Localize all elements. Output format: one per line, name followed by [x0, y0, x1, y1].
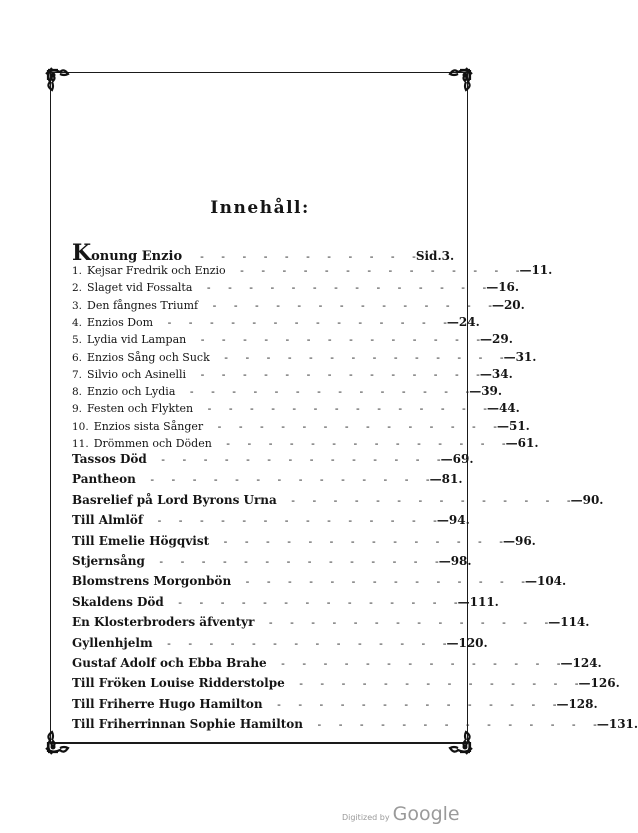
toc-entry[interactable]	[72, 615, 590, 632]
page-number: 96.	[514, 534, 536, 548]
entry-title: Kejsar Fredrik och Enzio	[87, 264, 226, 277]
digitized-watermark: Digitized by Google	[342, 803, 460, 825]
entry-title: Enzios Sång och Suck	[87, 351, 210, 364]
entry-title: Festen och Flykten	[87, 402, 194, 415]
toc-entry[interactable]	[72, 513, 470, 530]
entry-title: Till Fröken Louise Ridderstolpe	[72, 676, 285, 690]
dot-leader: - - - - - - - - - - - - - -	[270, 657, 561, 670]
sub-entry[interactable]	[72, 263, 553, 280]
entry-title: Tassos Död	[72, 452, 147, 466]
entry-title: Till Friherre Hugo Hamilton	[72, 697, 263, 711]
entry-number: 7.	[72, 369, 83, 381]
page-dash: —	[480, 332, 493, 346]
entry-number: 3.	[72, 300, 83, 312]
toc-entry[interactable]	[72, 534, 536, 551]
page-number: 128.	[568, 697, 598, 711]
page-number: 29.	[492, 332, 513, 346]
sub-entry[interactable]	[72, 436, 539, 453]
toc-entry[interactable]: Konung Enzio - - - - - - - - - - - Sid. 3.	[72, 240, 455, 266]
page-dash: —	[524, 574, 537, 588]
dot-leader: - - - - - - - - - - - - - -	[235, 575, 525, 588]
entry-title: Till Friherrinnan Sophie Hamilton	[72, 717, 304, 731]
page-number: 126.	[590, 676, 620, 690]
sub-entry[interactable]	[72, 298, 525, 315]
page-dash: —	[596, 717, 609, 731]
dot-leader: - - - - - - - - - - - - - -	[202, 299, 492, 312]
page-number: 98.	[450, 554, 472, 568]
dot-leader: - - - - - - - - - - - - - -	[190, 333, 481, 346]
page-dash: —	[440, 452, 453, 466]
page-dash: —	[570, 493, 583, 507]
dot-leader: - - - - - - - - - - - - - -	[207, 420, 497, 433]
page-dash: —	[496, 419, 509, 433]
entry-number: 8.	[72, 386, 83, 398]
entry-number: 9.	[72, 403, 83, 415]
sid-label: Sid.	[415, 249, 442, 263]
page-dash: —	[446, 636, 459, 650]
page-number: 90.	[582, 493, 604, 507]
toc-entry[interactable]	[72, 554, 472, 571]
page-dash: —	[479, 367, 492, 381]
sub-entry[interactable]	[72, 280, 520, 297]
sub-entry[interactable]	[72, 315, 480, 332]
toc-entry[interactable]	[72, 697, 598, 714]
toc-entry[interactable]	[72, 472, 463, 489]
page-number: 94.	[448, 513, 470, 527]
page-dash: —	[486, 401, 499, 415]
google-logo: Google	[392, 803, 460, 825]
sub-entry[interactable]	[72, 384, 503, 401]
entry-title: Basrelief på Lord Byrons Urna	[72, 493, 277, 507]
entry-number: 4.	[72, 317, 83, 329]
entry-title: Den fångnes Triumf	[87, 299, 199, 312]
dot-leader: - - - - - - - - - - - - - -	[213, 351, 504, 364]
page-dash: —	[429, 472, 442, 486]
toc-entry[interactable]	[72, 493, 604, 510]
page-number: 124.	[572, 656, 602, 670]
page-number: 31.	[515, 350, 537, 364]
entry-title: Enzios sista Sånger	[93, 420, 204, 433]
sub-entry[interactable]	[72, 419, 530, 436]
entry-title: Pantheon	[72, 472, 136, 486]
dot-leader: - - - - - - - - - - - - - -	[288, 677, 579, 690]
dot-leader: - - - - - - - - - - - - - -	[150, 453, 441, 466]
entry-title: Gustaf Adolf och Ebba Brahe	[72, 656, 267, 670]
dot-leader: - - - - - - - - - - - - - -	[215, 437, 506, 450]
dot-leader: - - - - - - - - - - - - - -	[266, 698, 557, 711]
page-number: 51.	[508, 419, 530, 433]
toc-entry[interactable]	[72, 676, 620, 693]
page-dash: —	[446, 315, 459, 329]
page-dash: —	[469, 384, 482, 398]
page-dash: —	[491, 298, 504, 312]
page-dash: —	[503, 350, 516, 364]
dot-leader: - - - - - - - - - - - - - -	[147, 514, 437, 527]
page-number: 20.	[503, 298, 525, 312]
dot-leader: - - - - - - - - - - - - - -	[148, 555, 439, 568]
toc-heading: Innehåll:	[210, 198, 310, 218]
page-dash: —	[502, 534, 515, 548]
sub-entry[interactable]	[72, 332, 513, 349]
page-number: 24.	[458, 315, 480, 329]
sub-entry[interactable]	[72, 367, 513, 384]
entry-number: 11.	[72, 438, 89, 450]
page-number: 131.	[608, 717, 638, 731]
page-dash: —	[457, 595, 470, 609]
dot-leader: - - - - - - - - - - - - - -	[213, 535, 503, 548]
page-number: 104.	[536, 574, 567, 588]
dot-leader: - - - - - - - - - - - - - -	[139, 473, 430, 486]
entry-title: Skaldens Död	[72, 595, 164, 609]
entry-title: En Klosterbroders äfventyr	[72, 615, 255, 629]
toc-entry[interactable]	[72, 636, 488, 653]
page-dash: —	[505, 436, 518, 450]
page-number: 34.	[491, 367, 513, 381]
toc-entry[interactable]	[72, 656, 602, 673]
page-number: 111.	[469, 595, 499, 609]
page-number: 44.	[498, 401, 520, 415]
page-dash: —	[556, 697, 569, 711]
dot-leader: - - - - - - - - - - - - - -	[197, 402, 487, 415]
entry-title: Slaget vid Fossalta	[87, 281, 193, 294]
toc-entry[interactable]	[72, 595, 499, 612]
page-dash: —	[519, 263, 532, 277]
dot-leader: - - - - - - - - - - - - - -	[307, 718, 597, 731]
page-dash: —	[560, 656, 573, 670]
page-number: 39.	[481, 384, 503, 398]
dot-leader: - - - - - - - - - - - - - -	[167, 596, 458, 609]
page-dash: —	[438, 554, 451, 568]
entry-title: Gyllenhjelm	[72, 636, 153, 650]
toc-entry[interactable]	[72, 452, 474, 469]
entry-title: Enzio och Lydia	[87, 385, 176, 398]
dot-leader: - - - - - - - - - - - - - -	[229, 264, 520, 277]
entry-number: 5.	[72, 334, 83, 346]
toc-entry[interactable]	[72, 574, 567, 591]
dot-leader: - - - - - - - - - - - - - -	[280, 494, 571, 507]
entry-title: Enzios Dom	[87, 316, 154, 329]
page-dash: —	[436, 513, 449, 527]
entry-title: Konung Enzio	[72, 240, 183, 266]
entry-number: 1.	[72, 265, 83, 277]
page-dash: —	[578, 676, 591, 690]
entry-title: Till Emelie Högqvist	[72, 534, 210, 548]
dot-leader: - - - - - - - - - - - - - -	[179, 385, 470, 398]
page-number: 61.	[517, 436, 539, 450]
sub-entry[interactable]	[72, 401, 520, 418]
entry-title: Till Almlöf	[72, 513, 144, 527]
dot-leader: - - - - - - - - - - - - - -	[196, 281, 487, 294]
page-number: 69.	[452, 452, 474, 466]
dot-leader: - - - - - - - - - - - - - -	[156, 637, 447, 650]
entry-title: Drömmen och Döden	[93, 437, 212, 450]
page-number: 114.	[560, 615, 590, 629]
entry-number: 10.	[72, 421, 89, 433]
entry-title: Blomstrens Morgonbön	[72, 574, 232, 588]
entry-number: 6.	[72, 352, 83, 364]
dot-leader: - - - - - - - - - - - - - -	[190, 368, 480, 381]
page-dash: —	[486, 280, 499, 294]
dot-leader: - - - - - - - - - - - - - -	[157, 316, 447, 329]
sub-entry[interactable]	[72, 350, 537, 367]
toc-entry[interactable]	[72, 717, 638, 734]
page-number: 11.	[531, 263, 553, 277]
ornament-corner-icon	[44, 66, 80, 102]
page-number: 81.	[441, 472, 463, 486]
dot-leader: - - - - - - - - - - - - - -	[258, 616, 549, 629]
page-number: 120.	[458, 636, 488, 650]
ornament-corner-icon	[438, 66, 474, 102]
entry-title: Stjernsång	[72, 554, 145, 568]
entry-title: Lydia vid Lampan	[87, 333, 187, 346]
page-number: 3.	[441, 249, 455, 263]
entry-number: 2.	[72, 282, 83, 294]
entry-title: Silvio och Asinelli	[87, 368, 187, 381]
page-dash: —	[548, 615, 561, 629]
page-number: 16.	[498, 280, 520, 294]
